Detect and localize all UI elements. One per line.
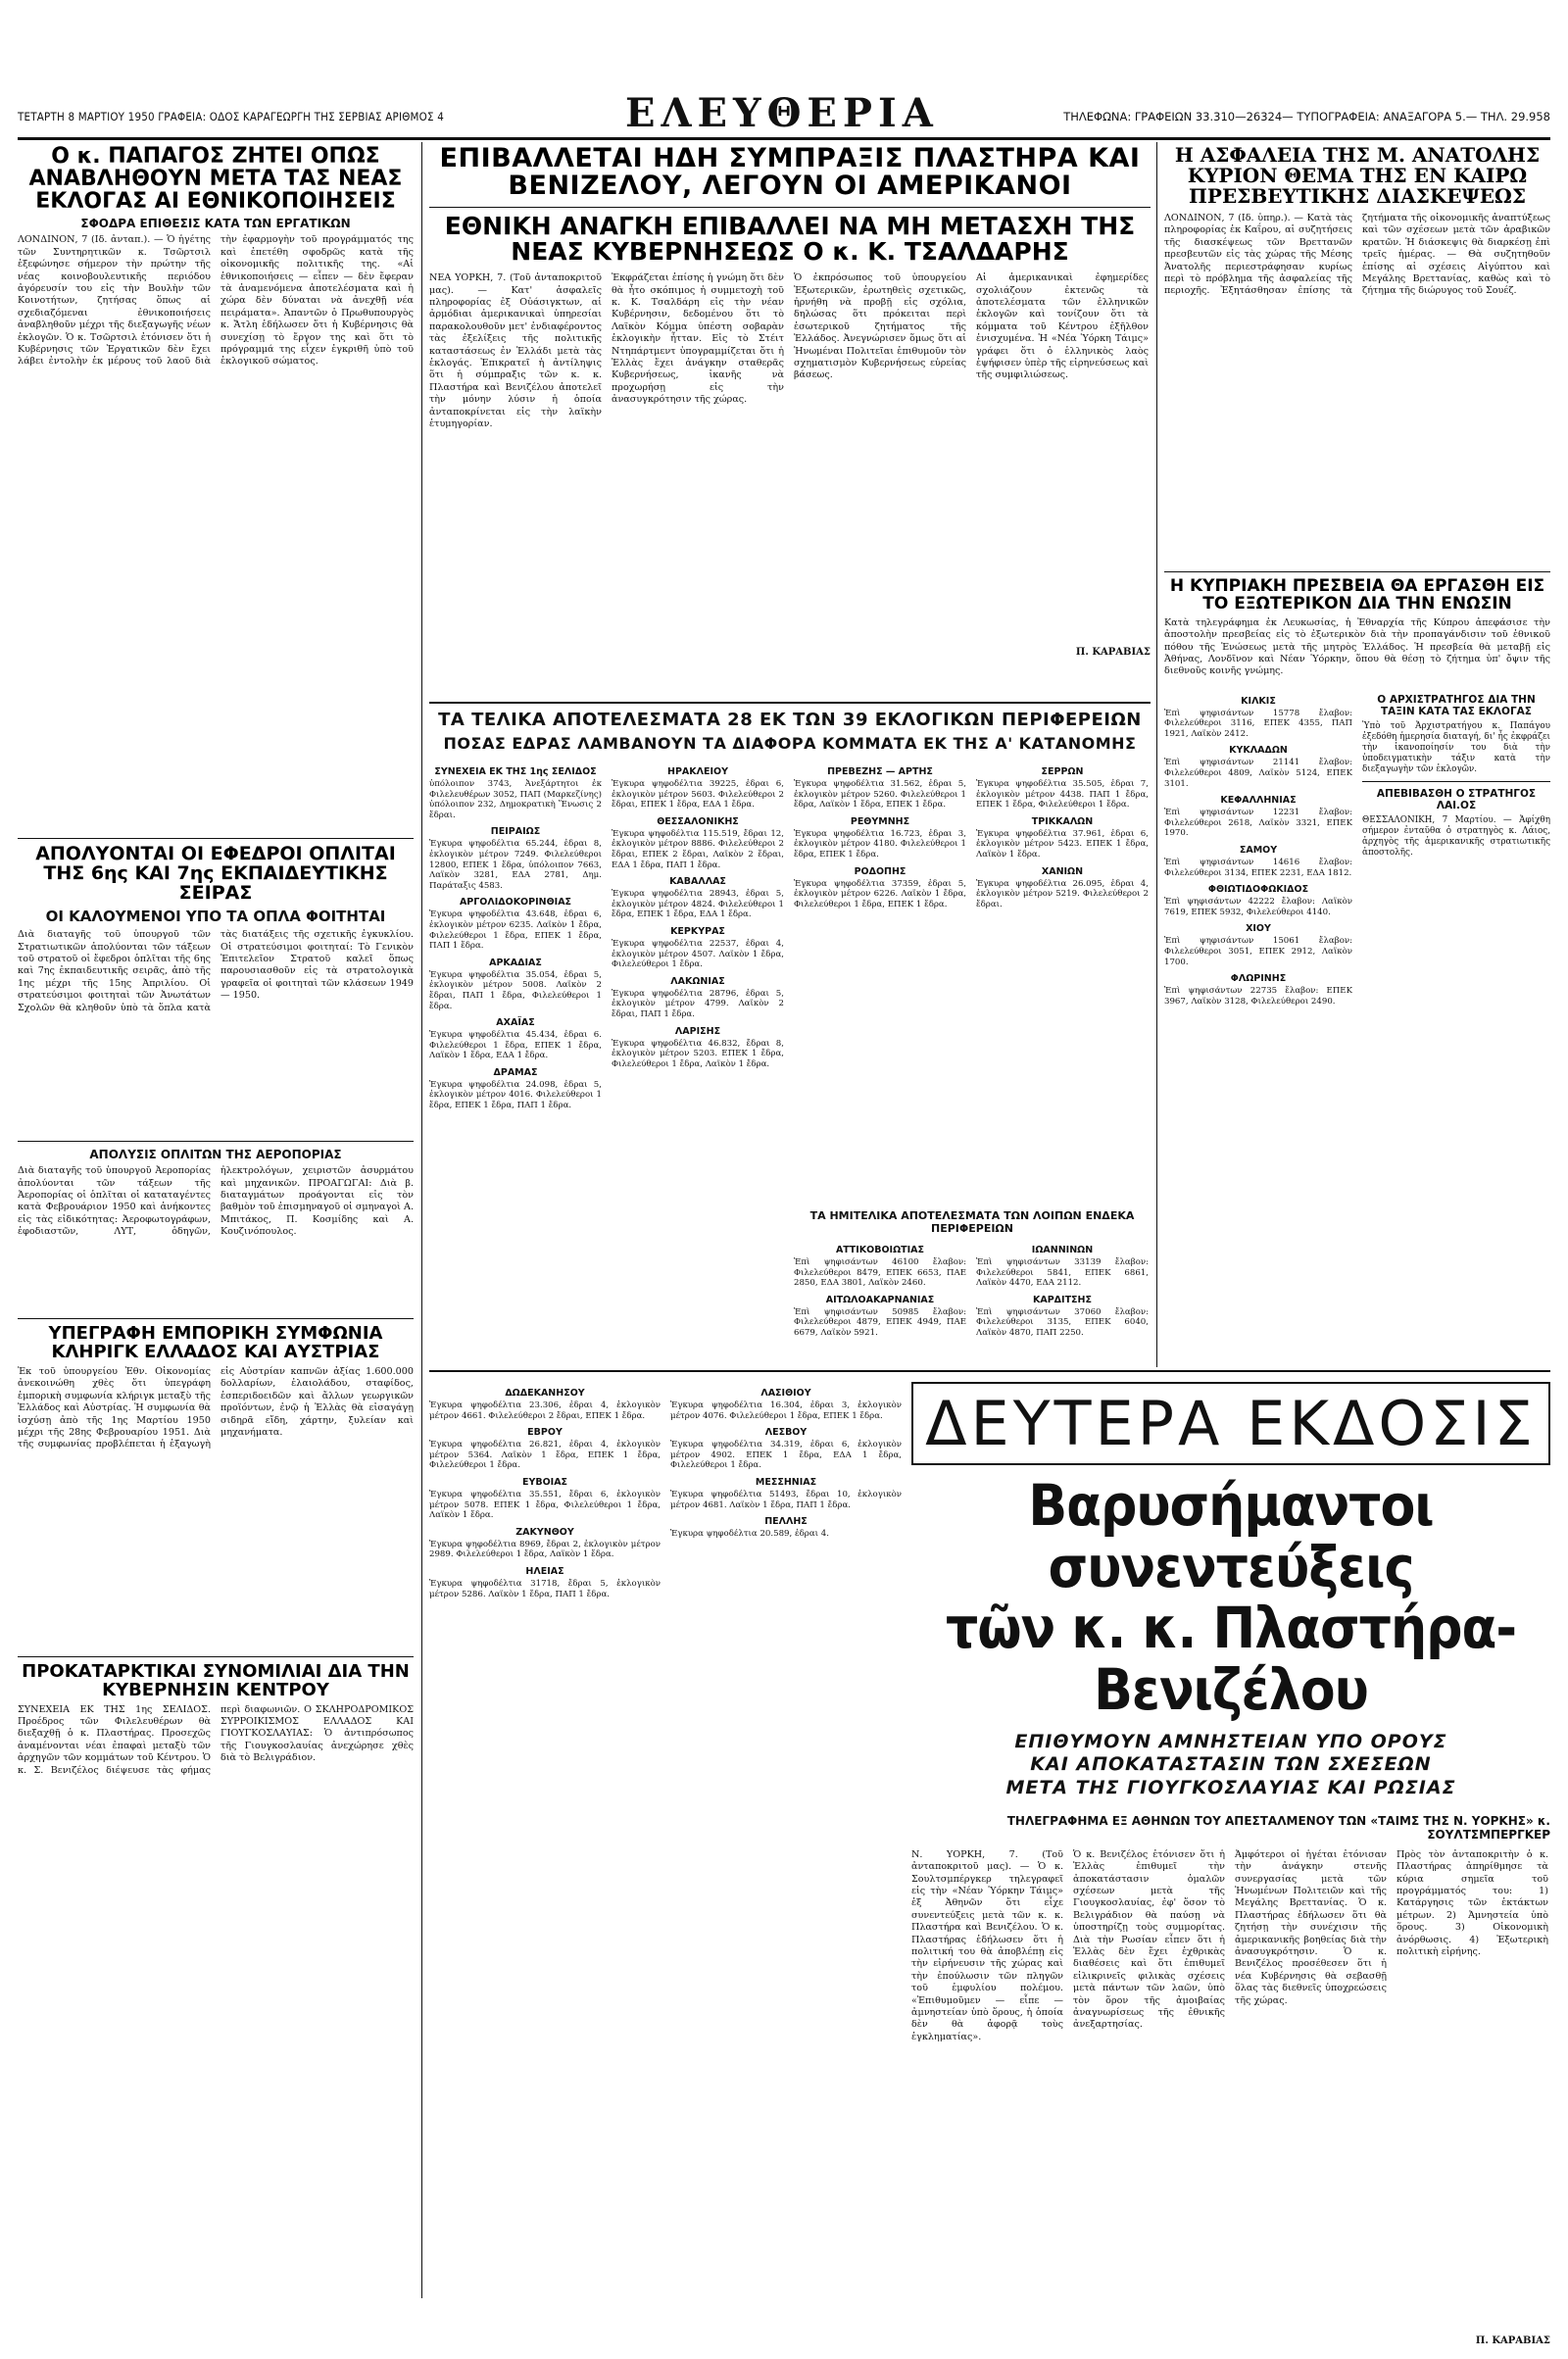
headline-plastiras-venizelos: ΕΠΙΒΑΛΛΕΤΑΙ ΗΔΗ ΣΥΜΠΡΑΞΙΣ ΠΛΑΣΤΗΡΑ ΚΑΙ ΒΕΝΙΖΕΛΟΥ, ΛΕΓΟΥΝ ΟΙ ΑΜΕΡΙΚΑΝΟΙ bbox=[439, 143, 1141, 202]
signature: Π. ΚΑΡΑΒΙΑΣ bbox=[1075, 647, 1151, 659]
district-results: Ἐγκυρα ψηφοδέλτια 65.244, ἐδραι 8, ἐκλογικὸν μέτρον 7249. Φιλελεύθεροι 12800, ΕΠΕΚ 1 ἔδρα, ὑπόλοιπον 7663, Λαϊκὸν 3281, ΕΔΑ 2781, Δημ. Παράταξις 4583. bbox=[429, 839, 602, 891]
results-headline: ΤΑ ΤΕΛΙΚΑ ΑΠΟΤΕΛΕΣΜΑΤΑ 28 ΕΚ ΤΩΝ 39 ΕΚΛΟΓΙΚΩΝ ΠΕΡΙΦΕΡΕΙΩΝ bbox=[438, 710, 1142, 730]
district-results: Ἐγκυρα ψηφοδέλτια 31.562, ἐδραι 5, ἐκλογικὸν μέτρον 5260. Φιλελεύθεροι 1 ἔδρα, Λαϊκὸν 1 ἔδρα, ΕΠΕΚ 1 ἔδρα. bbox=[794, 779, 966, 811]
district-name: ΗΡΑΚΛΕΙΟΥ bbox=[667, 766, 728, 777]
district-results: Ἐγκυρα ψηφοδέλτια 28943, ἐδραι 5, ἐκλογικὸν μέτρον 4824. Φιλελεύθεροι 1 ἔδρα, ΕΠΕΚ 1 ἔδρα, ΕΔΑ 1 ἔδρα. bbox=[612, 889, 784, 920]
article-airforce-body: Διὰ διαταγῆς τοῦ ὑπουργοῦ Ἀεροπορίας ἀπολύονται τῶν τάξεων τῆς Ἀεροπορίας οἱ ὁπλῖται οἱ καταταγέντες κατὰ Φεβρουάριον 1950 καὶ ἀνήκοντες εἰς τὰς εἰδικότητας: Ἀεροφωτογράφων, ἐφοδιαστῶν, ΛΥΤ, ὁδηγῶν, ἠλεκτρολόγων, χειριστῶν ἀσυρμάτου καὶ μηχανικῶν. ΠΡΟΑΓΩΓΑΙ: Διὰ β. διαταγμάτων προάγονται εἰς τὸν βαθμὸν τοῦ ἐπισμηναγοῦ οἱ σμηναγοὶ Α. Μπιτάκος, Π. Κοσμίδης καὶ Α. Κουζινόπουλος. bbox=[18, 1165, 414, 1238]
district-name: ΑΡΚΑΔΙΑΣ bbox=[489, 957, 542, 968]
second-edition-telegram: ΤΗΛΕΓΡΑΦΗΜΑ ΕΞ ΑΘΗΝΩΝ ΤΟΥ ΑΠΕΣΤΑΛΜΕΝΟΥ ΤΩΝ «ΤΑΙΜΣ ΤΗΣ Ν. ΥΟΡΚΗΣ» κ. ΣΟΥΛΤΣΜΠΕΡΓΚΕΡ bbox=[1006, 1813, 1550, 1842]
district-name: ΣΑΜΟΥ bbox=[1239, 845, 1278, 857]
district-name: ΘΕΣΣΑΛΟΝΙΚΗΣ bbox=[657, 815, 739, 827]
article-general-body: ΘΕΣΣΑΛΟΝΙΚΗ, 7 Μαρτίου. — Ἀφίχθη σήμερον ἐνταῦθα ὁ στρατηγὸς κ. Λάιος, ἀρχηγὸς τῆς ἀμερικανικῆς στρατιωτικῆς ἀποστολῆς. bbox=[1362, 814, 1550, 858]
divider bbox=[1362, 781, 1550, 782]
district-results: Ἐγκυρα ψηφοδέλτια 26.095, ἐδραι 4, ἐκλογικὸν μέτρον 5219. Φιλελεύθεροι 2 ἔδραι. bbox=[976, 878, 1149, 909]
district-name: ΚΑΡΔΙΤΣΗΣ bbox=[1033, 1294, 1092, 1305]
divider bbox=[429, 1370, 1550, 1372]
divider bbox=[18, 1656, 414, 1657]
headline-army-order: Ο ΑΡΧΙΣΤΡΑΤΗΓΟΣ ΔΙΑ ΤΗΝ ΤΑΞΙΝ ΚΑΤΑ ΤΑΣ ΕΚΛΟΓΑΣ bbox=[1377, 693, 1536, 717]
second-edition-sub3: ΜΕΤΑ ΤΗΣ ΓΙΟΥΓΚΟΣΛΑΥΙΑΣ ΚΑΙ ΡΩΣΙΑΣ bbox=[1005, 1777, 1456, 1798]
article-center-body: ΣΥΝΕΧΕΙΑ ΕΚ ΤΗΣ 1ης ΣΕΛΙΔΟΣ. Προέδρος τῶν Φιλελευθέρων θὰ διεξαχθῇ ὁ κ. Πλαστήρας. Προσεχῶς ἀναμένονται νέαι ἐπαφαὶ μεταξὺ τῶν ἀρχηγῶν τῶν κομμάτων τοῦ Κέντρου. Ὁ κ. Σ. Βενιζέλος διέψευσε τὰς φήμας περὶ διαφωνιῶν. Ο ΣΚΛΗΡΟΔΡΟΜΙΚΟΣ ΣΥΡΡΟΙΚΙΣΜΟΣ ΕΛΛΑΔΟΣ ΚΑΙ ΓΙΟΥΓΚΟΣΛΑΥΙΑΣ: Ὁ ἀντιπρόσωπος τῆς Γιουγκοσλαυίας ἀνεχώρησε χθὲς διὰ τὸ Βελιγράδιον. bbox=[18, 1703, 414, 1776]
district-results: Ἐπὶ ψηφισάντων 50985 ἔλαβον: Φιλελεύθεροι 4879, ΕΠΕΚ 4949, ΠΑΕ 6679, Λαϊκὸν 5921. bbox=[794, 1306, 966, 1338]
article-trade-body: Ἐκ τοῦ ὑπουργείου Ἐθν. Οἰκονομίας ἀνεκοινώθη χθὲς ὅτι ὑπεγράφη ἐμπορικὴ συμφωνία κλήριγκ μεταξὺ τῆς Ἑλλάδος καὶ Αὐστρίας. Ἡ συμφωνία θὰ ἰσχύσῃ ἀπὸ τῆς 1ης Μαρτίου 1950 μέχρι τῆς 28ης Φεβρουαρίου 1951. Διὰ τῆς συμφωνίας προβλέπεται ἡ ἐξαγωγὴ εἰς Αὐστρίαν καπνῶν ἀξίας 1.600.000 δολλαρίων, ἐλαιολάδου, σταφίδος, ἐσπεριδοειδῶν καὶ ἄλλων γεωργικῶν προϊόντων, ἐνῷ ἡ Ἑλλὰς θὰ εἰσαγάγῃ σιδηρᾶ εἴδη, χάρτην, ξυλείαν καὶ μηχανήματα. bbox=[18, 1365, 414, 1450]
district-name: ΜΕΣΣΗΝΙΑΣ bbox=[755, 1476, 817, 1488]
district-results: Ἐγκυρα ψηφοδέλτια 45.434, ἐδραι 6. Φιλελεύθεροι 1 ἔδρα, ΕΠΕΚ 1 ἔδρα, Λαϊκὸν 1 ἔδρα, ΕΔΑ 1 ἔδρα. bbox=[429, 1030, 602, 1061]
headline-trade-agreement: ΥΠΕΓΡΑΦΗ ΕΜΠΟΡΙΚΗ ΣΥΜΦΩΝΙΑ ΚΛΗΡΙΓΚ ΕΛΛΑΔΟΣ ΚΑΙ ΑΥΣΤΡΙΑΣ bbox=[48, 1323, 383, 1362]
second-edition-line1: Βαρυσήμαντοι συνεντεύξεις bbox=[1028, 1472, 1434, 1600]
second-edition-columns bbox=[911, 1849, 1550, 2359]
second-edition-col2: Ὁ κ. Βενιζέλος ἐτόνισεν ὅτι ἡ Ἑλλὰς ἐπιθυμεῖ τὴν ἀποκατάστασιν ὁμαλῶν σχέσεων μετὰ τῆς Γιουγκοσλαυίας, ἐφ' ὅσον τὸ Βελιγράδιον θὰ παύσῃ νὰ ὑποστηρίζῃ τοὺς συμμορίτας. Διὰ τὴν Ρωσίαν εἶπεν ὅτι ἡ Ἑλλὰς δὲν ἔχει ἐχθρικὰς διαθέσεις καὶ ὅτι ἐπιθυμεῖ εἰλικρινεῖς φιλικὰς σχέσεις μετὰ πάντων τῶν λαῶν, ὑπὸ τὸν ὅρον τῆς ἀμοιβαίας ἀναγνωρίσεως τῆς ἐθνικῆς ἀνεξαρτησίας. bbox=[1073, 1848, 1225, 2031]
district-name: ΣΕΡΡΩΝ bbox=[1041, 766, 1084, 777]
district-results: Ἐγκυρα ψηφοδέλτια 115.519, ἔδραι 12, ἐκλογικὸν μέτρον 8886. Φιλελεύθεροι 2 ἔδραι, ΕΠΕΚ 2 ἔδραι, Λαϊκὸν 2 ἔδραι, ΕΔΑ 1 ἔδρα, ΠΑΠ 1 ἔδρα. bbox=[612, 828, 784, 870]
second-edition-line2: τῶν κ. κ. Πλαστήρα-Βενιζέλου bbox=[946, 1595, 1516, 1723]
center-top-col4: Αἱ ἀμερικανικαὶ ἐφημερίδες σχολιάζουν ἐκτενῶς τὰ ἀποτελέσματα τῶν ἑλληνικῶν ἐκλογῶν καὶ τονίζουν ὅτι τὰ κόμματα τοῦ Κέντρου ἐξῆλθον ἐνισχυμένα. Ἡ «Νέα Ὑόρκη Τάιμς» γράφει ὅτι ὁ ἑλληνικὸς λαὸς ἐψήφισεν ὑπὲρ τῆς εἰρηνεύσεως καὶ τῆς συμφιλιώσεως. bbox=[976, 272, 1149, 381]
center-top-col2: Ἐκφράζεται ἐπίσης ἡ γνώμη ὅτι δὲν θὰ ἦτο σκόπιμος ἡ συμμετοχὴ τοῦ κ. Κ. Τσαλδάρη εἰς τὴν νέαν Κυβέρνησιν, δεδομένου ὅτι τὸ Λαϊκὸν Κόμμα ὑπέστη σοβαρὰν ἐκλογικὴν ἧτταν. Εἰς τὸ Στέιτ Ντηπάρτμεντ ὑπογραμμίζεται ὅτι ἡ Ἑλλὰς ἔχει ἀνάγκην σταθερᾶς Κυβερνήσεως, ἱκανῆς νὰ προχωρήσῃ εἰς τὴν ἀνασυγκρότησιν τῆς χώρας. bbox=[612, 272, 784, 406]
headline-airforce: ΑΠΟΛΥΣΙΣ ΟΠΛΙΤΩΝ ΤΗΣ ΑΕΡΟΠΟΡΙΑΣ bbox=[89, 1148, 342, 1162]
results-column-4 bbox=[976, 761, 1149, 909]
district-name: ΠΡΕΒΕΖΗΣ — ΑΡΤΗΣ bbox=[827, 766, 933, 777]
article-reservists-body: Διὰ διαταγῆς τοῦ ὑπουργοῦ τῶν Στρατιωτικῶν ἀπολύονται τῶν τάξεων τοῦ στρατοῦ οἱ ἔφεδροι ὁπλῖται τῆς 6ης καὶ 7ης ἐκπαιδευτικῆς σειρᾶς, ἀπὸ τῆς 1ης μέχρι τῆς 15ης Ἀπριλίου. Οἱ στρατεύσιμοι φοιτηταὶ τῶν Ἀνωτάτων Σχολῶν θὰ κληθοῦν ὑπὸ τὰ ὅπλα κατὰ τὰς διατάξεις τῆς σχετικῆς ἐγκυκλίου. Οἱ στρατεύσιμοι φοιτηταί: Τὸ Γενικὸν Ἐπιτελεῖον Στρατοῦ καλεῖ ὅπως παρουσιασθοῦν εἰς τὰ στρατολογικὰ γραφεῖα οἱ φοιτηταὶ τῶν κλάσεων 1949 — 1950. bbox=[18, 929, 414, 1013]
district-name: ΦΛΩΡΙΝΗΣ bbox=[1230, 973, 1287, 985]
headline-tsaldaris: ΕΘΝΙΚΗ ΑΝΑΓΚΗ ΕΠΙΒΑΛΛΕΙ ΝΑ ΜΗ ΜΕΤΑΣΧΗ ΤΗΣ ΝΕΑΣ ΚΥΒΕΡΝΗΣΕΩΣ Ο κ. Κ. ΤΣΑΛΔΑΡΗΣ bbox=[444, 211, 1136, 266]
district-results: Ἐπὶ ψηφισάντων 33139 ἔλαβον: Φιλελεύθεροι 5841, ΕΠΕΚ 6861, Λαϊκὸν 4470, ΕΔΑ 2112. bbox=[976, 1257, 1149, 1289]
district-name: ΚΑΒΑΛΛΑΣ bbox=[669, 876, 726, 888]
semi-final-results bbox=[794, 1205, 1151, 1367]
district-name: ΖΑΚΥΝΘΟΥ bbox=[515, 1526, 574, 1538]
results-column-1 bbox=[429, 761, 602, 1111]
column-rule bbox=[421, 1367, 422, 2298]
column-rule bbox=[421, 142, 422, 1367]
results-continued bbox=[429, 1382, 904, 2293]
headline-general: ΑΠΕΒΙΒΑΣΘΗ Ο ΣΤΡΑΤΗΓΟΣ ΛΑΙ.ΟΣ bbox=[1376, 787, 1537, 811]
left-column bbox=[18, 145, 414, 2296]
second-edition-col3: Ἀμφότεροι οἱ ἡγέται ἐτόνισαν τὴν ἀνάγκην στενῆς συνεργασίας μετὰ τῶν Ἡνωμένων Πολιτειῶν καὶ τῆς Μεγάλης Βρεττανίας. Ὁ κ. Πλαστήρας ἐδήλωσεν ὅτι θὰ ζητήσῃ τὴν συνέχισιν τῆς ἀμερικανικῆς βοηθείας διὰ τὴν ἀνασυγκρότησιν. Ὁ κ. Βενιζέλος προσέθεσεν ὅτι ἡ νέα Κυβέρνησις θὰ σεβασθῇ ὅλας τὰς διεθνεῖς ὑποχρεώσεις τῆς χώρας. bbox=[1235, 1848, 1387, 2006]
divider bbox=[1164, 571, 1550, 572]
divider bbox=[18, 1318, 414, 1319]
column-rule bbox=[1156, 142, 1157, 1367]
results-column-3 bbox=[794, 761, 966, 909]
center-top-col3: Ὁ ἐκπρόσωπος τοῦ ὑπουργείου Ἐξωτερικῶν, ἐρωτηθεὶς σχετικῶς, ἠρνήθη νὰ προβῇ εἰς σχόλια, δηλώσας ὅτι πρόκειται περὶ ἐσωτερικοῦ ζητήματος τῆς Ἑλλάδος. Ἀνεγνώρισεν ὅμως ὅτι αἱ Ἡνωμέναι Πολιτεῖαι ἐπιθυμοῦν τὸν σχηματισμὸν Κυβερνήσεως εὐρείας βάσεως. bbox=[794, 272, 966, 381]
district-results: Ἐγκυρα ψηφοδέλτια 51493, ἔδραι 10, ἐκλογικὸν μέτρον 4681. Λαϊκὸν 1 ἔδρα, ΠΑΠ 1 ἔδρα. bbox=[670, 1489, 902, 1510]
district-name: ΛΑΣΙΘΙΟΥ bbox=[760, 1388, 811, 1399]
right-results-area bbox=[1164, 690, 1550, 1307]
district-results: Ἐγκυρα ψηφοδέλτια 16.304, ἐδραι 3, ἐκλογικὸν μέτρον 4076. Φιλελεύθεροι 1 ἔδρα, ΕΠΕΚ 1 ἔδρα. bbox=[670, 1401, 902, 1421]
headline-reservists: ΑΠΟΛΥΟΝΤΑΙ ΟΙ ΕΦΕΔΡΟΙ ΟΠΛΙΤΑΙ ΤΗΣ 6ης ΚΑΙ 7ης ΕΚΠΑΙΔΕΥΤΙΚΗΣ ΣΕΙΡΑΣ bbox=[35, 843, 396, 905]
district-name: ΠΕΙΡΑΙΩΣ bbox=[490, 826, 541, 838]
center-top-columns bbox=[429, 272, 1151, 664]
masthead bbox=[18, 90, 1550, 140]
results-continued-grid bbox=[429, 1382, 904, 2293]
district-results: Ἐπὶ ψηφισάντων 14616 ἔλαβον: Φιλελεύθεροι 3134, ΕΠΕΚ 2231, ΕΔΑ 1812. bbox=[1164, 858, 1352, 878]
district-name: ΚΕΡΚΥΡΑΣ bbox=[670, 925, 725, 937]
district-name: ΡΟΔΟΠΗΣ bbox=[854, 865, 906, 877]
subhead-students: ΟΙ ΚΑΛΟΥΜΕΝΟΙ ΥΠΟ ΤΑ ΟΠΛΑ ΦΟΙΤΗΤΑΙ bbox=[45, 908, 386, 926]
district-name: ΤΡΙΚΚΑΛΩΝ bbox=[1031, 815, 1094, 827]
district-name: ΙΩΑΝΝΙΝΩΝ bbox=[1031, 1245, 1094, 1255]
district-results: Ἐγκυρα ψηφοδέλτια 26.821, ἐδραι 4, ἐκλογικὸν μέτρον 5364. Λαϊκὸν 1 ἔδρα, ΕΠΕΚ 1 ἔδρα, Φιλελεύθεροι 1 ἔδρα. bbox=[429, 1440, 661, 1471]
right-results-list bbox=[1164, 690, 1352, 1007]
district-name: ΑΤΤΙΚΟΒΟΙΩΤΙΑΣ bbox=[835, 1245, 925, 1255]
headline-cyprus: Η ΚΥΠΡΙΑΚΗ ΠΡΕΣΒΕΙΑ ΘΑ ΕΡΓΑΣΘΗ ΕΙΣ ΤΟ ΕΞΩΤΕΡΙΚΟΝ ΔΙΑ ΤΗΝ ΕΝΩΣΙΝ bbox=[1169, 576, 1545, 614]
district-name: ΑΧΑΪΑΣ bbox=[496, 1017, 535, 1029]
second-edition-col4: Πρὸς τὸν ἀνταποκριτὴν ὁ κ. Πλαστήρας ἀπηρίθμησε τὰ κύρια σημεῖα τοῦ προγράμματός του: 1) Κατάργησις τῶν ἐκτάκτων μέτρων. 2) Ἀμνηστεία ὑπὸ ὅρους. 3) Οἰκονομικὴ ἀνόρθωσις. 4) Ἐξωτερικὴ πολιτικὴ εἰρήνης. bbox=[1396, 1848, 1548, 1957]
divider bbox=[18, 1141, 414, 1142]
district-results: Ἐγκυρα ψηφοδέλτια 8969, ἔδραι 2, ἐκλογικὸν μέτρον 2989. Φιλελεύθεροι 1 ἔδρα, Λαϊκὸν 1 ἔδρα. bbox=[429, 1539, 661, 1560]
district-name: ΕΥΒΟΙΑΣ bbox=[521, 1476, 568, 1488]
district-name: ΔΡΑΜΑΣ bbox=[493, 1066, 538, 1078]
district-results: Ἐγκυρα ψηφοδέλτια 16.723, ἐδραι 3, ἐκλογικὸν μέτρον 4180. Φιλελεύθεροι 1 ἔδρα, ΕΠΕΚ 1 ἔδρα. bbox=[794, 828, 966, 860]
article-middle-east-body: ΛΟΝΔΙΝΟΝ, 7 (Ιδ. ὑπηρ.). — Κατὰ τὰς πληροφορίας ἐκ Καΐρου, αἱ συζητήσεις τῆς διασκέψεως τῶν Βρεττανῶν πρεσβευτῶν εἰς τὰς χώρας τῆς Μέσης Ἀνατολῆς περιεστράφησαν κυρίως περὶ τὸ πρόβλημα τῆς ἀσφαλείας τῆς περιοχῆς. Ἐξητάσθησαν ἐπίσης τὰ ζητήματα τῆς οἰκονομικῆς ἀναπτύξεως καὶ τῶν σχέσεων μετὰ τῶν ἀραβικῶν κρατῶν. Ἡ διάσκεψις θὰ διαρκέσῃ ἐπὶ τρεῖς ἡμέρας. — Θὰ συζητηθοῦν ἐπίσης αἱ σχέσεις Αἰγύπτου καὶ Μεγάλης Βρεττανίας, καθὼς καὶ τὸ ζήτημα τῆς διώρυγος τοῦ Σουέζ. bbox=[1164, 213, 1550, 297]
district-results: Ἐγκυρα ψηφοδέλτια 20.589, ἐδραι 4. bbox=[670, 1529, 829, 1540]
newspaper-title: ΕΛΕΥΘΕΡΙΑ bbox=[625, 90, 939, 136]
headline-papagos: Ο κ. ΠΑΠΑΓΟΣ ΖΗΤΕΙ ΟΠΩΣ ΑΝΑΒΛΗΘΟΥΝ ΜΕΤΑ ΤΑΣ ΝΕΑΣ ΕΚΛΟΓΑΣ ΑΙ ΕΘΝΙΚΟΠΟΙΗΣΕΙΣ bbox=[28, 144, 403, 215]
district-name: ΚΥΚΛΑΔΩΝ bbox=[1229, 745, 1288, 757]
district-name: ΕΒΡΟΥ bbox=[527, 1427, 563, 1439]
semi-results-right bbox=[976, 1239, 1149, 1339]
district-results: Ἐγκυρα ψηφοδέλτια 22537, ἐδραι 4, ἐκλογικὸν μέτρον 4507. Λαϊκὸν 1 ἔδρα, Φιλελεύθεροι 1 ἔδρα. bbox=[612, 938, 784, 970]
second-edition-sub1: ΕΠΙΘΥΜΟΥΝ ΑΜΝΗΣΤΕΙΑΝ ΥΠΟ ΟΡΟΥΣ bbox=[1014, 1730, 1447, 1752]
second-edition-label: ΔΕΥΤΕΡΑ ΕΚΔΟΣΙΣ bbox=[911, 1382, 1550, 1465]
divider bbox=[429, 207, 1151, 208]
district-results: Ἐγκυρα ψηφοδέλτια 37.961, ἐδραι 6, ἐκλογικὸν μέτρον 5423. ΕΠΕΚ 1 ἔδρα, Λαϊκὸν 1 ἔδρα. bbox=[976, 828, 1149, 860]
divider bbox=[429, 702, 1151, 704]
headline-center-govt: ΠΡΟΚΑΤΑΡΚΤΙΚΑΙ ΣΥΝΟΜΙΛΙΑΙ ΔΙΑ ΤΗΝ ΚΥΒΕΡΝΗΣΙΝ ΚΕΝΤΡΟΥ bbox=[22, 1660, 410, 1700]
district-name: ΧΑΝΙΩΝ bbox=[1041, 865, 1084, 877]
semi-results-headline: ΤΑ ΗΜΙΤΕΛΙΚΑ ΑΠΟΤΕΛΕΣΜΑΤΑ ΤΩΝ ΛΟΙΠΩΝ ΕΝΔΕΚΑ ΠΕΡΙΦΕΡΕΙΩΝ bbox=[809, 1209, 1135, 1235]
district-results: Ἐγκυρα ψηφοδέλτια 23.306, ἐδραι 4, ἐκλογικὸν μέτρον 4661. Φιλελεύθεροι 2 ἔδραι, ΕΠΕΚ 1 ἔδρα. bbox=[429, 1401, 661, 1421]
results-column-2 bbox=[612, 761, 784, 1069]
district-results: ὑπόλοιπον 3743, Ἀνεξάρτητοι ἐκ Φιλελευθέρων 3052, ΠΑΠ (Μαρκεζίνης) ὑπόλοιπον 232, Δημοκρατικὴ Ἕνωσις 2 ἔδραι. bbox=[429, 779, 602, 820]
results-continued-col1 bbox=[429, 1382, 661, 1599]
center-top-article bbox=[429, 145, 1151, 694]
district-name: ΡΕΘΥΜΝΗΣ bbox=[850, 815, 910, 827]
center-top-col1: ΝΕΑ ΥΟΡΚΗ, 7. (Τοῦ ἀνταποκριτοῦ μας). — Κατ' ἀσφαλεῖς πληροφορίας ἐξ Οὐάσιγκτων, αἱ ἀρμόδιαι ἀμερικανικαὶ ὑπηρεσίαι παρακολουθοῦν μετ' ἐνδιαφέροντος τὰς ἐξελίξεις τῆς πολιτικῆς καταστάσεως ἐν Ἑλλάδι μετὰ τὰς ἐκλογάς. Ἐπικρατεῖ ἡ ἀντίληψις ὅτι ἡ σύμπραξις τῶν κ. κ. Πλαστήρα καὶ Βενιζέλου ἀποτελεῖ τὴν μόνην λύσιν ἡ ὁποία ἀνταποκρίνεται εἰς τὴν λαϊκὴν ἐτυμηγορίαν. bbox=[429, 272, 602, 430]
district-results: Ἐγκυρα ψηφοδέλτια 31718, ἔδραι 5, ἐκλογικὸν μέτρον 5286. Λαϊκὸν 1 ἔδρα, ΠΑΠ 1 ἔδρα. bbox=[429, 1578, 661, 1599]
right-column bbox=[1164, 145, 1550, 1360]
second-edition-col1: Ν. ΥΟΡΚΗ, 7. (Τοῦ ἀνταποκριτοῦ μας). — Ὁ κ. Σουλτσμπέργκερ τηλεγραφεῖ εἰς τὴν «Νέαν Ὑόρκην Τάιμς» ἐξ Ἀθηνῶν ὅτι εἶχε συνεντεύξεις μετὰ τῶν κ. κ. Πλαστήρα καὶ Βενιζέλου. Ὁ κ. Πλαστήρας ἐδήλωσεν ὅτι ἡ πολιτική του θὰ ἀποβλέπῃ εἰς τὴν εἰρήνευσιν τῆς χώρας καὶ τὴν ἐπούλωσιν τῶν πληγῶν τοῦ ἐμφυλίου πολέμου. «Ἐπιθυμοῦμεν — εἶπε — ἀμνηστείαν ὑπὸ ὅρους, ἡ ὁποία δὲν θὰ ἀφορᾷ τοὺς ἐγκληματίας». bbox=[911, 1848, 1063, 2042]
district-results: Ἐγκυρα ψηφοδέλτια 35.054, ἐδραι 5, ἐκλογικὸν μέτρον 5008. Λαϊκὸν 2 ἔδραι, ΠΑΠ 1 ἔδρα, Φιλελεύθεροι 1 ἔδρα. bbox=[429, 969, 602, 1011]
district-name: ΗΛΕΙΑΣ bbox=[525, 1565, 564, 1577]
district-name: ΠΕΛΛΗΣ bbox=[764, 1516, 808, 1528]
district-name: ΛΑΡΙΣΗΣ bbox=[674, 1025, 721, 1037]
article-papagos-body: ΛΟΝΔΙΝΟΝ, 7 (Ιδ. ἀνταπ.). — Ὁ ἡγέτης τῶν Συντηρητικῶν κ. Τσῶρτσιλ ἐξεφώνησε σήμερον τὴν πρώτην τῆς νέας κοινοβουλευτικῆς περιόδου ἀγόρευσίν του εἰς τὴν Βουλὴν τῶν Κοινοτήτων, ζητήσας ὅπως αἱ σχεδιαζόμεναι ἐθνικοποιήσεις ἀναβληθοῦν μέχρι τῆς διεξαγωγῆς νέων ἐκλογῶν. Ὁ κ. Τσῶρτσιλ ἐτόνισεν ὅτι ἡ Κυβέρνησις τῶν Ἐργατικῶν δὲν ἔχει λάβει ἐντολὴν ἐκ μέρους τοῦ λαοῦ διὰ τὴν ἐφαρμογὴν τοῦ προγράμματός της καὶ ἐπετέθη σφοδρῶς κατὰ τῆς οἰκονομικῆς πολιτικῆς της. «Αἱ ἐθνικοποιήσεις — εἶπεν — δὲν ἔφεραν τὰ ἀναμενόμενα ἀποτελέσματα καὶ ἡ χώρα δὲν δύναται νὰ ἀνεχθῇ νέα πειράματα». Ἀπαντῶν ὁ Πρωθυπουργὸς κ. Ἄτλη ἐδήλωσεν ὅτι ἡ Κυβέρνησις θὰ συνεχίσῃ τὸ ἔργον της καὶ ὅτι τὸ πρόγραμμά της εἶχεν ἐγκριθῆ ὑπὸ τοῦ ἐκλογικοῦ σώματος. bbox=[18, 234, 414, 368]
district-results: Ἐγκυρα ψηφοδέλτια 24.098, ἐδραι 5, ἐκλογικὸν μέτρον 4016. Φιλελεύθεροι 1 ἔδρα, ΕΠΕΚ 1 ἔδρα, ΠΑΠ 1 ἔδρα. bbox=[429, 1079, 602, 1111]
district-results: Ἐπὶ ψηφισάντων 21141 ἔλαβον: Φιλελεύθεροι 4809, Λαϊκὸν 5124, ΕΠΕΚ 3101. bbox=[1164, 758, 1352, 789]
subhead-attack: ΣΦΟΔΡΑ ΕΠΙΘΕΣΙΣ ΚΑΤΑ ΤΩΝ ΕΡΓΑΤΙΚΩΝ bbox=[80, 217, 351, 231]
second-edition-sub2: ΚΑΙ ΑΠΟΚΑΤΑΣΤΑΣΙΝ ΤΩΝ ΣΧΕΣΕΩΝ bbox=[1030, 1753, 1432, 1776]
district-results: Ἐπὶ ψηφισάντων 42222 ἔλαβον: Λαϊκὸν 7619, ΕΠΕΚ 5932, Φιλελεύθεροι 4140. bbox=[1164, 897, 1352, 917]
district-results: Ἐγκυρα ψηφοδέλτια 28796, ἐδραι 5, ἐκλογικὸν μέτρον 4799. Λαϊκὸν 2 ἔδραι, ΠΑΠ 1 ἔδρα. bbox=[612, 988, 784, 1019]
district-results: Ἐγκυρα ψηφοδέλτια 35.551, ἔδραι 6, ἐκλογικὸν μέτρον 5078. ΕΠΕΚ 1 ἔδρα, Φιλελεύθεροι 1 ἔδρα, Λαϊκὸν 1 ἔδρα. bbox=[429, 1489, 661, 1521]
district-results: Ἐγκυρα ψηφοδέλτια 39225, ἐδραι 6, ἐκλογικὸν μέτρον 5603. Φιλελεύθεροι 2 ἔδραι, ΕΠΕΚ 1 ἔδρα, ΕΔΑ 1 ἔδρα. bbox=[612, 779, 784, 811]
district-results: Ἐπὶ ψηφισάντων 12231 ἔλαβον: Φιλελεύθεροι 2618, Λαϊκὸν 3321, ΕΠΕΚ 1970. bbox=[1164, 808, 1352, 839]
results-continued-col2 bbox=[670, 1382, 902, 1540]
second-edition-signature: Π. ΚΑΡΑΒΙΑΣ bbox=[1475, 2334, 1550, 2346]
district-name: ΚΙΛΚΙΣ bbox=[1241, 695, 1276, 707]
district-name: ΚΕΦΑΛΛΗΝΙΑΣ bbox=[1220, 795, 1297, 807]
divider bbox=[18, 838, 414, 839]
district-name: ΛΑΚΩΝΙΑΣ bbox=[670, 975, 725, 987]
article-army-order-body: Ὑπὸ τοῦ Ἀρχιστρατήγου κ. Παπάγου ἐξεδόθη ἡμερησία διαταγή, δι' ἧς ἐκφράζει τὴν ἱκανοποίησίν του διὰ τὴν ὑποδειγματικὴν τάξιν κατὰ τὴν διεξαγωγὴν τῶν ἐκλογῶν. bbox=[1362, 720, 1550, 774]
right-side-stories bbox=[1362, 690, 1550, 862]
second-edition bbox=[911, 1382, 1550, 2346]
district-results: Ἐπὶ ψηφισάντων 37060 ἔλαβον: Φιλελεύθεροι 3135, ΕΠΕΚ 6040, Λαϊκὸν 4870, ΠΑΠ 2250. bbox=[976, 1306, 1149, 1338]
district-name: ΦΘΙΩΤΙΔΟΦΩΚΙΔΟΣ bbox=[1207, 884, 1309, 896]
article-cyprus-body: Κατὰ τηλεγράφημα ἐκ Λευκωσίας, ἡ Ἐθναρχία τῆς Κύπρου ἀπεφάσισε τὴν ἀποστολὴν πρεσβείας εἰς τὸ ἐξωτερικὸν διὰ τὴν προπαγάνδισιν τοῦ ἐθνικοῦ πόθου τῆς Ἑνώσεως μετὰ τῆς μητρὸς Ἑλλάδος. Ἡ πρεσβεία θὰ μεταβῇ εἰς Ἀθήνας, Λονδῖνον καὶ Νέαν Ὑόρκην, ὅπου θὰ θέσῃ τὸ ζήτημα ὑπ' ὄψιν τῆς διεθνοῦς κοινῆς γνώμης. bbox=[1164, 616, 1550, 677]
district-name: ΔΩΔΕΚΑΝΗΣΟΥ bbox=[505, 1388, 585, 1399]
district-results: Ἐγκυρα ψηφοδέλτια 37359, ἐδραι 5, ἐκλογικὸν μέτρον 6226. Λαϊκὸν 1 ἔδρα, Φιλελεύθεροι 1 ἔδρα, ΕΠΕΚ 1 ἔδρα. bbox=[794, 878, 966, 909]
district-results: Ἐγκυρα ψηφοδέλτια 43.648, ἐδραι 6, ἐκλογικὸν μέτρον 6235. Λαϊκὸν 1 ἔδρα, Φιλελεύθεροι 1 ἔδρα, ΕΠΕΚ 1 ἔδρα, ΠΑΠ 1 ἔδρα. bbox=[429, 909, 602, 952]
headline-middle-east: Η ΑΣΦΑΛΕΙΑ ΤΗΣ Μ. ΑΝΑΤΟΛΗΣ ΚΥΡΙΟΝ ΘΕΜΑ ΤΗΣ ΕΝ ΚΑΙΡΩ ΠΡΕΣΒΕΥΤΙΚΗΣ ΔΙΑΣΚΕΨΕΩΣ bbox=[1174, 143, 1541, 208]
district-results: Ἐγκυρα ψηφοδέλτια 35.505, ἐδραι 7, ἐκλογικὸν μέτρον 4438. ΠΑΠ 1 ἔδρα, ΕΠΕΚ 1 ἔδρα, Φιλελεύθεροι 1 ἔδρα. bbox=[976, 779, 1149, 811]
district-name: ΑΙΤΩΛΟΑΚΑΡΝΑΝΙΑΣ bbox=[825, 1294, 935, 1305]
semi-results-grid bbox=[794, 1239, 1151, 1366]
district-name: ΣΥΝΕΧΕΙΑ ΕΚ ΤΗΣ 1ης ΣΕΛΙΔΟΣ bbox=[434, 766, 597, 777]
masthead-phones: ΤΗΛΕΦΩΝΑ: ΓΡΑΦΕΙΩΝ 33.310—26324— ΤΥΠΟΓΡΑΦΕΙΑ: ΑΝΑΞΑΓΟΡΑ 5.— ΤΗΛ. 29.958 bbox=[1063, 110, 1550, 123]
district-results: Ἐπὶ ψηφισάντων 15061 ἔλαβον: Φιλελεύθεροι 3051, ΕΠΕΚ 2912, Λαϊκὸν 1700. bbox=[1164, 936, 1352, 967]
district-results: Ἐγκυρα ψηφοδέλτια 46.832, ἔδραι 8, ἐκλογικὸν μέτρον 5203. ΕΠΕΚ 1 ἔδρα, Φιλελεύθεροι 1 ἔδρα, Λαϊκὸν 1 ἔδρα. bbox=[612, 1038, 784, 1069]
district-results: Ἐπὶ ψηφισάντων 46100 ἔλαβον: Φιλελεύθεροι 8479, ΕΠΕΚ 6653, ΠΑΕ 2850, ΕΔΑ 3801, Λαϊκὸν 2460. bbox=[794, 1257, 966, 1289]
district-results: Ἐγκυρα ψηφοδέλτια 34.319, ἐδραι 6, ἐκλογικὸν μέτρον 4902. ΕΠΕΚ 1 ἔδρα, ΕΔΑ 1 ἔδρα, Φιλελεύθεροι 1 ἔδρα. bbox=[670, 1440, 902, 1471]
results-subheadline: ΠΟΣΑΣ ΕΔΡΑΣ ΛΑΜΒΑΝΟΥΝ ΤΑ ΔΙΑΦΟΡΑ ΚΟΜΜΑΤΑ ΕΚ ΤΗΣ Α' ΚΑΤΑΝΟΜΗΣ bbox=[443, 734, 1137, 753]
masthead-date-address: ΤΕΤΑΡΤΗ 8 ΜΑΡΤΙΟΥ 1950 ΓΡΑΦΕΙΑ: ΟΔΟΣ ΚΑΡΑΓΕΩΡΓΗ ΤΗΣ ΣΕΡΒΙΑΣ ΑΡΙΘΜΟΣ 4 bbox=[18, 110, 445, 123]
district-name: ΧΙΟΥ bbox=[1246, 923, 1271, 935]
district-name: ΛΕΣΒΟΥ bbox=[764, 1427, 808, 1439]
district-results: Ἐπὶ ψηφισάντων 22735 ἔλαβον: ΕΠΕΚ 3967, Λαϊκὸν 3128, Φιλελεύθεροι 2490. bbox=[1164, 986, 1352, 1007]
district-name: ΑΡΓΟΛΙΔΟΚΟΡΙΝΘΙΑΣ bbox=[459, 897, 572, 909]
district-results: Ἐπὶ ψηφισάντων 15778 ἔλαβον: Φιλελεύθεροι 3116, ΕΠΕΚ 4355, ΠΑΠ 1921, Λαϊκὸν 2412. bbox=[1164, 708, 1352, 739]
semi-results-left bbox=[794, 1239, 966, 1339]
